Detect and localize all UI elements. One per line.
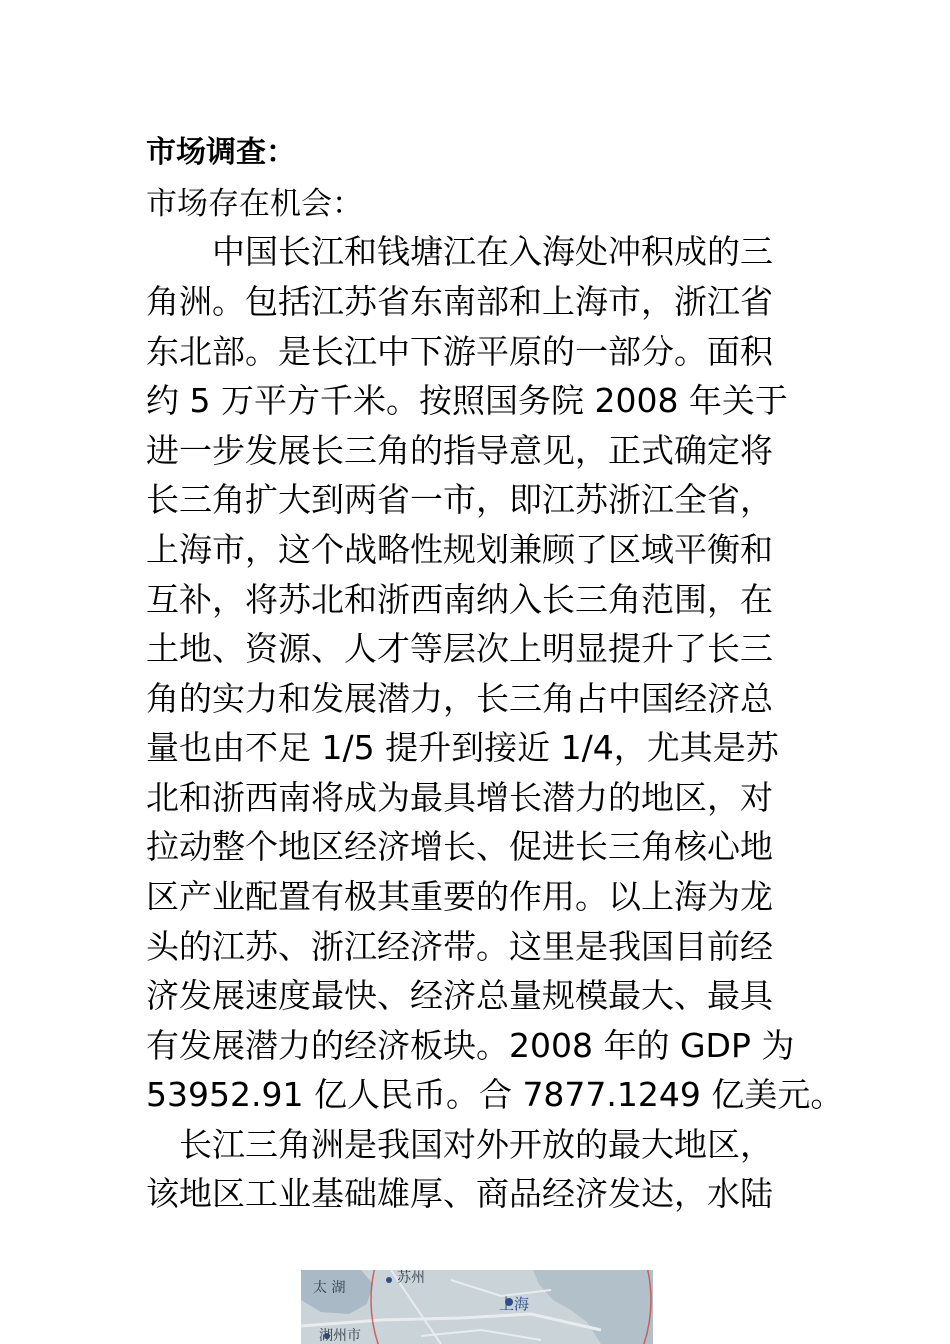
city-marker bbox=[386, 1277, 392, 1283]
paragraph-line: 量也由不足 1/5 提升到接近 1/4，尤其是苏 bbox=[146, 728, 779, 767]
map-label-lake: 太 湖 bbox=[313, 1280, 346, 1296]
map-label-city-bottom: 湖州市 bbox=[319, 1328, 361, 1344]
paragraph-line: 角洲。包括江苏省东南部和上海市，浙江省 bbox=[146, 282, 773, 321]
paragraph-line: 济发展速度最快、经济总量规模最大、最具 bbox=[146, 976, 773, 1015]
paragraph-line: 拉动整个地区经济增长、促进长三角核心地 bbox=[146, 827, 773, 866]
paragraph-line: 有发展潜力的经济板块。2008 年的 GDP 为 bbox=[146, 1026, 795, 1065]
paragraph-line: 进一步发展长三角的指导意见，正式确定将 bbox=[146, 431, 773, 470]
section-subheading: 市场存在机会： bbox=[146, 186, 363, 222]
paragraph-line: 约 5 万平方千米。按照国务院 2008 年关于 bbox=[146, 381, 788, 420]
map-label-city-top: 苏州 bbox=[397, 1270, 425, 1286]
paragraph-line: 53952.91 亿人民币。合 7877.1249 亿美元。 bbox=[146, 1075, 844, 1114]
paragraph-line: 土地、资源、人才等层次上明显提升了长三 bbox=[146, 629, 773, 668]
paragraph-line: 互补，将苏北和浙西南纳入长三角范围，在 bbox=[146, 580, 773, 619]
paragraph-line: 东北部。是长江中下游平原的一部分。面积 bbox=[146, 332, 773, 371]
paragraph-line: 区产业配置有极其重要的作用。以上海为龙 bbox=[146, 877, 773, 916]
paragraph-line: 角的实力和发展潜力，长三角占中国经济总 bbox=[146, 679, 773, 718]
paragraph-line: 长江三角洲是我国对外开放的最大地区， bbox=[146, 1125, 773, 1164]
paragraph-line: 头的江苏、浙江经济带。这里是我国目前经 bbox=[146, 927, 773, 966]
section-heading: 市场调查： bbox=[146, 135, 296, 170]
paragraph-line: 该地区工业基础雄厚、商品经济发达，水陆 bbox=[146, 1174, 773, 1213]
paragraph-line: 长三角扩大到两省一市，即江苏浙江全省， bbox=[146, 480, 773, 519]
paragraph-line: 中国长江和钱塘江在入海处冲积成的三 bbox=[146, 232, 773, 271]
paragraph-line: 北和浙西南将成为最具增长潜力的地区，对 bbox=[146, 778, 773, 817]
map-label-shanghai: 上海 bbox=[499, 1295, 530, 1313]
yangtze-delta-map-image bbox=[301, 1270, 653, 1344]
paragraph-line: 上海市，这个战略性规划兼顾了区域平衡和 bbox=[146, 530, 773, 569]
